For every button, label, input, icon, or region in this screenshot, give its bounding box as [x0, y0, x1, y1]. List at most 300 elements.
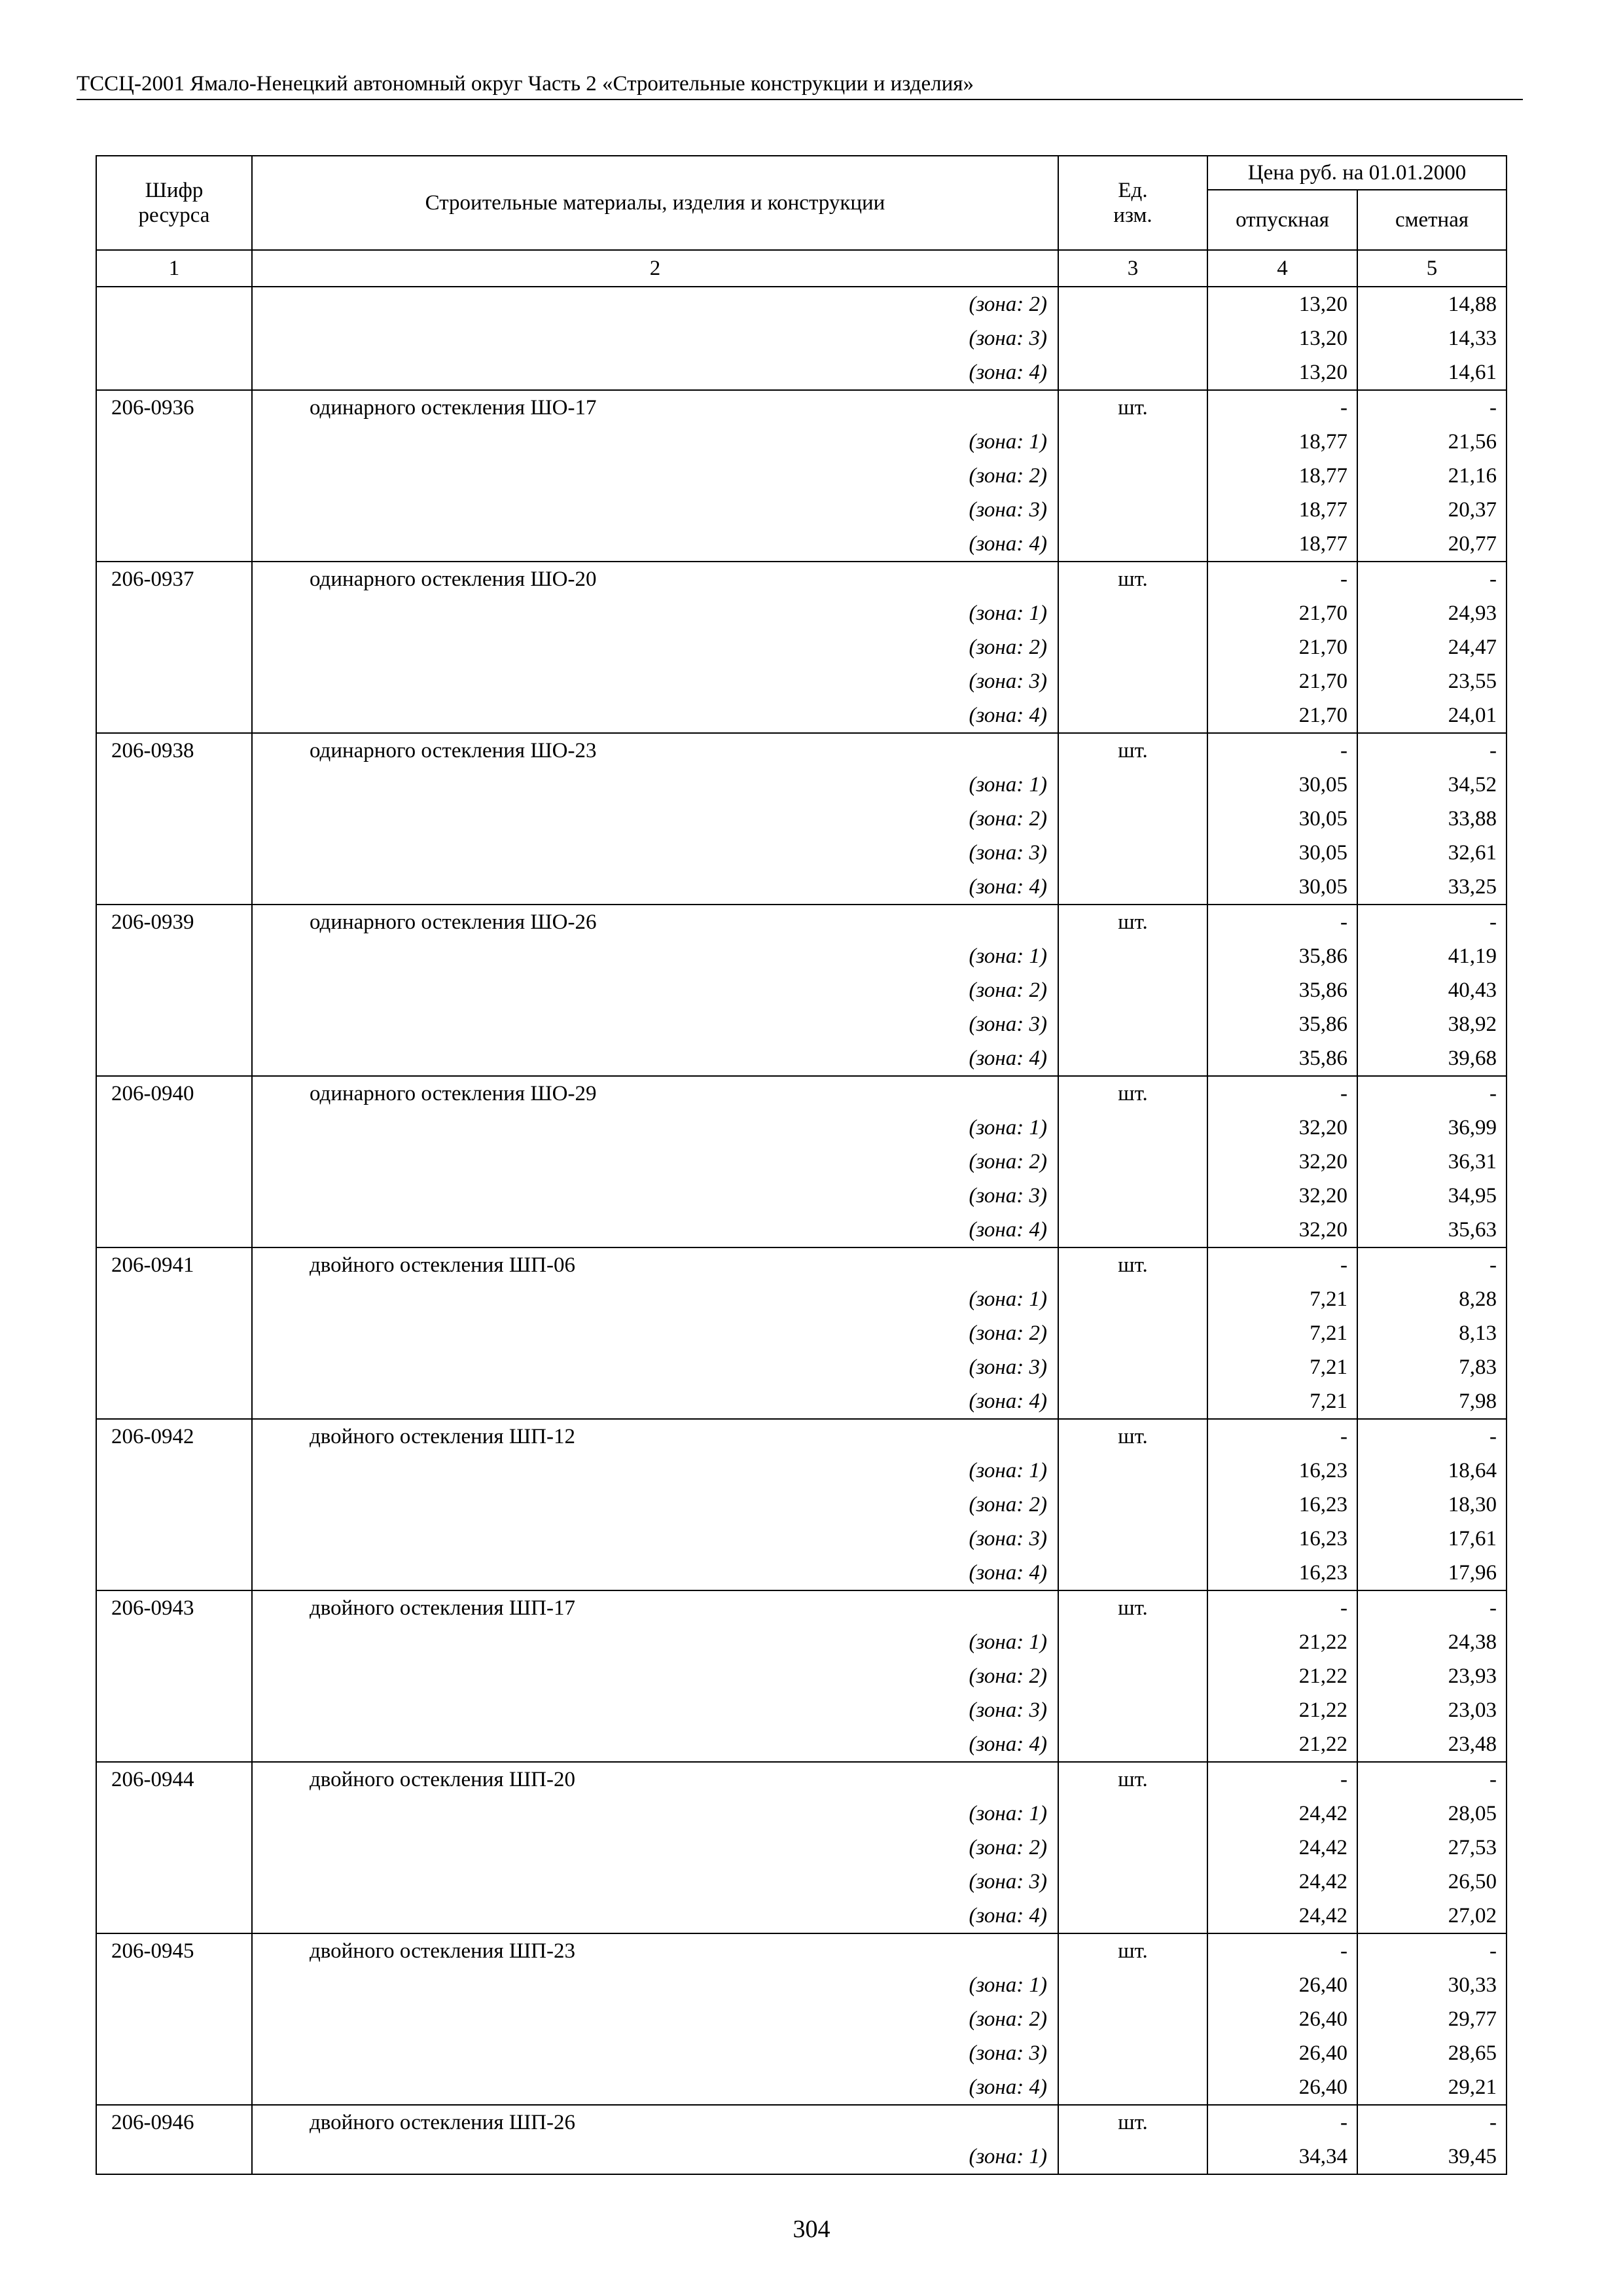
- resource-code-cell: [96, 802, 252, 836]
- material-name: двойного остекления ШП-12: [252, 1419, 1058, 1454]
- zone-label: (зона: 2): [252, 802, 1058, 836]
- zone-label: (зона: 2): [252, 2002, 1058, 2036]
- price-release: -: [1207, 905, 1357, 939]
- zone-label: (зона: 1): [252, 1968, 1058, 2002]
- price-estimate: -: [1357, 562, 1507, 596]
- resource-code-cell: [96, 493, 252, 527]
- zone-row: [96, 1145, 1507, 1179]
- resource-code-cell: [96, 287, 252, 321]
- unit-cell: [1058, 425, 1207, 459]
- resource-code-cell: [96, 1454, 252, 1488]
- price-estimate: 36,99: [1357, 1111, 1507, 1145]
- unit-cell: [1058, 1797, 1207, 1831]
- zone-row: [96, 1831, 1507, 1865]
- unit-of-measure: шт.: [1058, 1762, 1207, 1797]
- price-estimate: 18,64: [1357, 1454, 1507, 1488]
- zone-label: (зона: 1): [252, 768, 1058, 802]
- price-release: -: [1207, 1590, 1357, 1625]
- price-estimate: 18,30: [1357, 1488, 1507, 1522]
- price-release: 7,21: [1207, 1282, 1357, 1316]
- material-name: одинарного остекления ШО-23: [252, 733, 1058, 768]
- zone-label: (зона: 4): [252, 355, 1058, 390]
- material-name: двойного остекления ШП-26: [252, 2105, 1058, 2140]
- zone-label: (зона: 3): [252, 493, 1058, 527]
- resource-code-cell: [96, 2002, 252, 2036]
- price-estimate: 7,83: [1357, 1350, 1507, 1384]
- price-estimate: 7,98: [1357, 1384, 1507, 1419]
- resource-code-cell: [96, 1899, 252, 1933]
- price-release: -: [1207, 1076, 1357, 1111]
- zone-row: [96, 527, 1507, 562]
- zone-label: (зона: 3): [252, 836, 1058, 870]
- zone-label: (зона: 3): [252, 2036, 1058, 2070]
- unit-cell: [1058, 664, 1207, 698]
- unit-cell: [1058, 1831, 1207, 1865]
- zone-label: (зона: 2): [252, 1659, 1058, 1693]
- price-release: 24,42: [1207, 1865, 1357, 1899]
- price-release: -: [1207, 733, 1357, 768]
- unit-cell: [1058, 1865, 1207, 1899]
- zone-label: (зона: 4): [252, 870, 1058, 905]
- zone-label: (зона: 4): [252, 1899, 1058, 1933]
- resource-code-cell: [96, 1522, 252, 1556]
- price-estimate: 38,92: [1357, 1007, 1507, 1041]
- price-estimate: 36,31: [1357, 1145, 1507, 1179]
- unit-cell: [1058, 1454, 1207, 1488]
- resource-code-cell: [96, 1797, 252, 1831]
- unit-cell: [1058, 493, 1207, 527]
- material-name: двойного остекления ШП-23: [252, 1933, 1058, 1968]
- price-release: 18,77: [1207, 527, 1357, 562]
- zone-row: [96, 1865, 1507, 1899]
- price-estimate: 26,50: [1357, 1865, 1507, 1899]
- price-estimate: 27,02: [1357, 1899, 1507, 1933]
- price-estimate: 33,25: [1357, 870, 1507, 905]
- unit-cell: [1058, 459, 1207, 493]
- zone-row: [96, 836, 1507, 870]
- price-estimate: 21,56: [1357, 425, 1507, 459]
- zone-row: [96, 1454, 1507, 1488]
- resource-code: 206-0942: [96, 1419, 252, 1454]
- resource-code-cell: [96, 355, 252, 390]
- zone-row: [96, 425, 1507, 459]
- unit-cell: [1058, 1111, 1207, 1145]
- price-release: -: [1207, 1247, 1357, 1282]
- price-estimate: 23,93: [1357, 1659, 1507, 1693]
- table-row: [96, 1933, 1507, 1968]
- zone-label: (зона: 3): [252, 1522, 1058, 1556]
- unit-cell: [1058, 1659, 1207, 1693]
- unit-cell: [1058, 527, 1207, 562]
- resource-code: 206-0941: [96, 1247, 252, 1282]
- price-release: 7,21: [1207, 1316, 1357, 1350]
- resource-code: 206-0944: [96, 1762, 252, 1797]
- zone-label: (зона: 2): [252, 287, 1058, 321]
- price-release: 24,42: [1207, 1899, 1357, 1933]
- price-table: [96, 155, 1507, 2175]
- unit-cell: [1058, 1145, 1207, 1179]
- zone-row: [96, 1350, 1507, 1384]
- price-release: -: [1207, 1419, 1357, 1454]
- unit-cell: [1058, 1384, 1207, 1419]
- resource-code-cell: [96, 973, 252, 1007]
- zone-label: (зона: 1): [252, 2140, 1058, 2174]
- price-release: 35,86: [1207, 973, 1357, 1007]
- price-estimate: 41,19: [1357, 939, 1507, 973]
- resource-code-cell: [96, 1213, 252, 1247]
- zone-row: [96, 1899, 1507, 1933]
- unit-cell: [1058, 1727, 1207, 1762]
- zone-label: (зона: 4): [252, 1384, 1058, 1419]
- price-estimate: 17,61: [1357, 1522, 1507, 1556]
- unit-cell: [1058, 1316, 1207, 1350]
- price-estimate: 21,16: [1357, 459, 1507, 493]
- zone-label: (зона: 4): [252, 1213, 1058, 1247]
- zone-row: [96, 1693, 1507, 1727]
- price-release: 21,22: [1207, 1693, 1357, 1727]
- price-release: 21,70: [1207, 698, 1357, 733]
- price-estimate: 33,88: [1357, 802, 1507, 836]
- zone-label: (зона: 2): [252, 973, 1058, 1007]
- column-number: 5: [1357, 250, 1507, 287]
- unit-of-measure: шт.: [1058, 1247, 1207, 1282]
- zone-row: [96, 2140, 1507, 2174]
- price-release: 13,20: [1207, 355, 1357, 390]
- table-row: [96, 390, 1507, 425]
- zone-row: [96, 1659, 1507, 1693]
- price-release: 24,42: [1207, 1831, 1357, 1865]
- zone-row: [96, 355, 1507, 390]
- zone-label: (зона: 3): [252, 321, 1058, 355]
- price-release: 34,34: [1207, 2140, 1357, 2174]
- zone-row: [96, 1556, 1507, 1590]
- resource-code-cell: [96, 698, 252, 733]
- unit-cell: [1058, 321, 1207, 355]
- price-estimate: 30,33: [1357, 1968, 1507, 2002]
- zone-row: [96, 1282, 1507, 1316]
- price-release: 32,20: [1207, 1111, 1357, 1145]
- material-name: двойного остекления ШП-17: [252, 1590, 1058, 1625]
- zone-row: [96, 802, 1507, 836]
- price-estimate: 39,68: [1357, 1041, 1507, 1076]
- price-estimate: 14,33: [1357, 321, 1507, 355]
- resource-code-cell: [96, 939, 252, 973]
- resource-code-cell: [96, 2140, 252, 2174]
- zone-row: [96, 630, 1507, 664]
- resource-code-cell: [96, 1111, 252, 1145]
- price-estimate: 29,21: [1357, 2070, 1507, 2105]
- price-release: 16,23: [1207, 1522, 1357, 1556]
- price-release: 16,23: [1207, 1454, 1357, 1488]
- zone-row: [96, 1797, 1507, 1831]
- table-row: [96, 562, 1507, 596]
- price-release: -: [1207, 1933, 1357, 1968]
- price-release: -: [1207, 1762, 1357, 1797]
- resource-code: 206-0945: [96, 1933, 252, 1968]
- price-estimate: 35,63: [1357, 1213, 1507, 1247]
- zone-row: [96, 1384, 1507, 1419]
- table-row: [96, 905, 1507, 939]
- price-estimate: -: [1357, 905, 1507, 939]
- price-estimate: -: [1357, 1076, 1507, 1111]
- column-number: 3: [1058, 250, 1207, 287]
- zone-row: [96, 1968, 1507, 2002]
- unit-of-measure: шт.: [1058, 1590, 1207, 1625]
- zone-label: (зона: 3): [252, 1007, 1058, 1041]
- resource-code-cell: [96, 1316, 252, 1350]
- resource-code-cell: [96, 1693, 252, 1727]
- price-estimate: 29,77: [1357, 2002, 1507, 2036]
- unit-cell: [1058, 1007, 1207, 1041]
- header-price-release: отпускная: [1207, 190, 1357, 250]
- unit-cell: [1058, 802, 1207, 836]
- price-estimate: 17,96: [1357, 1556, 1507, 1590]
- zone-label: (зона: 1): [252, 1454, 1058, 1488]
- zone-row: [96, 664, 1507, 698]
- zone-row: [96, 1111, 1507, 1145]
- zone-label: (зона: 1): [252, 596, 1058, 630]
- price-estimate: 24,93: [1357, 596, 1507, 630]
- zone-label: (зона: 4): [252, 2070, 1058, 2105]
- resource-code: 206-0939: [96, 905, 252, 939]
- price-estimate: 24,47: [1357, 630, 1507, 664]
- price-release: 30,05: [1207, 802, 1357, 836]
- resource-code-cell: [96, 1041, 252, 1076]
- price-release: 16,23: [1207, 1556, 1357, 1590]
- zone-label: (зона: 1): [252, 1111, 1058, 1145]
- price-release: 21,22: [1207, 1625, 1357, 1659]
- resource-code: 206-0938: [96, 733, 252, 768]
- resource-code-cell: [96, 459, 252, 493]
- unit-cell: [1058, 2002, 1207, 2036]
- price-estimate: 24,01: [1357, 698, 1507, 733]
- zone-label: (зона: 3): [252, 1350, 1058, 1384]
- zone-row: [96, 1179, 1507, 1213]
- material-name: одинарного остекления ШО-20: [252, 562, 1058, 596]
- price-estimate: 20,37: [1357, 493, 1507, 527]
- price-estimate: -: [1357, 733, 1507, 768]
- header-code: Шифр ресурса: [96, 156, 252, 250]
- price-estimate: 32,61: [1357, 836, 1507, 870]
- zone-label: (зона: 4): [252, 1727, 1058, 1762]
- unit-cell: [1058, 870, 1207, 905]
- zone-row: [96, 321, 1507, 355]
- resource-code-cell: [96, 321, 252, 355]
- price-estimate: 20,77: [1357, 527, 1507, 562]
- price-release: 35,86: [1207, 1007, 1357, 1041]
- resource-code-cell: [96, 1865, 252, 1899]
- price-release: 32,20: [1207, 1213, 1357, 1247]
- unit-of-measure: шт.: [1058, 905, 1207, 939]
- zone-row: [96, 870, 1507, 905]
- price-release: 7,21: [1207, 1384, 1357, 1419]
- price-release: 18,77: [1207, 425, 1357, 459]
- price-estimate: 27,53: [1357, 1831, 1507, 1865]
- zone-label: (зона: 1): [252, 1625, 1058, 1659]
- zone-row: [96, 1041, 1507, 1076]
- resource-code-cell: [96, 1384, 252, 1419]
- price-estimate: 14,61: [1357, 355, 1507, 390]
- zone-row: [96, 1316, 1507, 1350]
- zone-label: (зона: 4): [252, 698, 1058, 733]
- column-number: 2: [252, 250, 1058, 287]
- resource-code-cell: [96, 2036, 252, 2070]
- resource-code-cell: [96, 1556, 252, 1590]
- price-release: -: [1207, 562, 1357, 596]
- resource-code-cell: [96, 630, 252, 664]
- resource-code: 206-0936: [96, 390, 252, 425]
- column-number-row: [96, 250, 1507, 287]
- price-estimate: -: [1357, 1762, 1507, 1797]
- unit-cell: [1058, 1522, 1207, 1556]
- zone-label: (зона: 1): [252, 939, 1058, 973]
- zone-row: [96, 1625, 1507, 1659]
- zone-row: [96, 596, 1507, 630]
- price-estimate: 23,48: [1357, 1727, 1507, 1762]
- price-release: 26,40: [1207, 2036, 1357, 2070]
- price-release: 13,20: [1207, 321, 1357, 355]
- zone-row: [96, 287, 1507, 321]
- unit-of-measure: шт.: [1058, 2105, 1207, 2140]
- resource-code-cell: [96, 527, 252, 562]
- price-release: 16,23: [1207, 1488, 1357, 1522]
- table-row: [96, 1076, 1507, 1111]
- price-release: 21,70: [1207, 664, 1357, 698]
- document-header: ТССЦ-2001 Ямало-Ненецкий автономный округ Часть 2 «Строительные конструкции и изделия»: [77, 71, 1523, 100]
- price-release: 18,77: [1207, 493, 1357, 527]
- resource-code-cell: [96, 425, 252, 459]
- page-number: 304: [793, 2215, 830, 2243]
- price-release: 26,40: [1207, 1968, 1357, 2002]
- unit-cell: [1058, 1899, 1207, 1933]
- zone-row: [96, 493, 1507, 527]
- unit-of-measure: шт.: [1058, 1076, 1207, 1111]
- price-release: 21,70: [1207, 630, 1357, 664]
- unit-cell: [1058, 2036, 1207, 2070]
- zone-label: (зона: 4): [252, 1041, 1058, 1076]
- unit-cell: [1058, 1041, 1207, 1076]
- resource-code-cell: [96, 1179, 252, 1213]
- price-estimate: 8,13: [1357, 1316, 1507, 1350]
- price-estimate: 28,65: [1357, 2036, 1507, 2070]
- zone-row: [96, 1007, 1507, 1041]
- unit-cell: [1058, 355, 1207, 390]
- resource-code-cell: [96, 596, 252, 630]
- unit-cell: [1058, 1179, 1207, 1213]
- price-estimate: -: [1357, 1590, 1507, 1625]
- price-release: -: [1207, 2105, 1357, 2140]
- zone-label: (зона: 2): [252, 1831, 1058, 1865]
- resource-code-cell: [96, 1007, 252, 1041]
- price-release: 30,05: [1207, 836, 1357, 870]
- table-row: [96, 1762, 1507, 1797]
- zone-label: (зона: 2): [252, 1488, 1058, 1522]
- zone-label: (зона: 2): [252, 459, 1058, 493]
- price-release: 24,42: [1207, 1797, 1357, 1831]
- resource-code: 206-0946: [96, 2105, 252, 2140]
- zone-row: [96, 2002, 1507, 2036]
- header-price-group: Цена руб. на 01.01.2000: [1207, 156, 1507, 190]
- unit-of-measure: шт.: [1058, 390, 1207, 425]
- price-estimate: -: [1357, 1933, 1507, 1968]
- unit-cell: [1058, 1625, 1207, 1659]
- price-release: 7,21: [1207, 1350, 1357, 1384]
- price-estimate: 40,43: [1357, 973, 1507, 1007]
- price-estimate: -: [1357, 390, 1507, 425]
- table-body: [96, 287, 1507, 2174]
- zone-row: [96, 1522, 1507, 1556]
- unit-cell: [1058, 596, 1207, 630]
- resource-code: 206-0943: [96, 1590, 252, 1625]
- column-number: 1: [96, 250, 252, 287]
- unit-cell: [1058, 1350, 1207, 1384]
- price-estimate: 24,38: [1357, 1625, 1507, 1659]
- unit-of-measure: шт.: [1058, 1933, 1207, 1968]
- material-name: двойного остекления ШП-06: [252, 1247, 1058, 1282]
- price-release: 21,70: [1207, 596, 1357, 630]
- unit-cell: [1058, 1213, 1207, 1247]
- zone-label: (зона: 3): [252, 1693, 1058, 1727]
- price-release: 21,22: [1207, 1659, 1357, 1693]
- resource-code-cell: [96, 1625, 252, 1659]
- unit-cell: [1058, 973, 1207, 1007]
- resource-code-cell: [96, 870, 252, 905]
- zone-row: [96, 1213, 1507, 1247]
- price-release: 26,40: [1207, 2002, 1357, 2036]
- zone-row: [96, 768, 1507, 802]
- unit-cell: [1058, 768, 1207, 802]
- zone-label: (зона: 4): [252, 527, 1058, 562]
- price-estimate: 23,03: [1357, 1693, 1507, 1727]
- zone-label: (зона: 2): [252, 1145, 1058, 1179]
- material-name: одинарного остекления ШО-17: [252, 390, 1058, 425]
- price-release: 26,40: [1207, 2070, 1357, 2105]
- table-row: [96, 2105, 1507, 2140]
- price-release: 18,77: [1207, 459, 1357, 493]
- unit-of-measure: шт.: [1058, 733, 1207, 768]
- resource-code-cell: [96, 1350, 252, 1384]
- column-number: 4: [1207, 250, 1357, 287]
- material-name: двойного остекления ШП-20: [252, 1762, 1058, 1797]
- zone-row: [96, 1727, 1507, 1762]
- resource-code: 206-0937: [96, 562, 252, 596]
- price-estimate: -: [1357, 2105, 1507, 2140]
- zone-row: [96, 698, 1507, 733]
- price-release: -: [1207, 390, 1357, 425]
- resource-code-cell: [96, 664, 252, 698]
- unit-cell: [1058, 1968, 1207, 2002]
- zone-row: [96, 2070, 1507, 2105]
- price-release: 30,05: [1207, 768, 1357, 802]
- price-release: 35,86: [1207, 939, 1357, 973]
- unit-cell: [1058, 836, 1207, 870]
- table-row: [96, 733, 1507, 768]
- price-release: 21,22: [1207, 1727, 1357, 1762]
- zone-row: [96, 939, 1507, 973]
- zone-label: (зона: 3): [252, 1865, 1058, 1899]
- resource-code-cell: [96, 1659, 252, 1693]
- resource-code-cell: [96, 2070, 252, 2105]
- zone-label: (зона: 1): [252, 1797, 1058, 1831]
- zone-row: [96, 1488, 1507, 1522]
- zone-row: [96, 973, 1507, 1007]
- price-estimate: -: [1357, 1247, 1507, 1282]
- zone-label: (зона: 2): [252, 1316, 1058, 1350]
- price-release: 13,20: [1207, 287, 1357, 321]
- header-unit: Ед. изм.: [1058, 156, 1207, 250]
- unit-cell: [1058, 1282, 1207, 1316]
- table-row: [96, 1247, 1507, 1282]
